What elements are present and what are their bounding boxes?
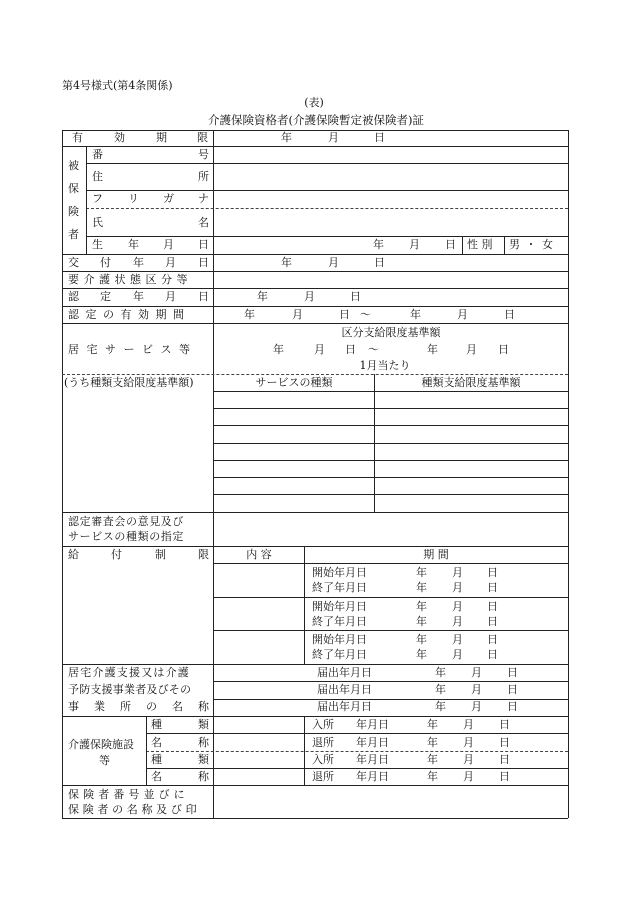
label-sex: 性 別 <box>467 238 493 251</box>
period-header: 期 間 <box>423 548 449 561</box>
label-facility-2: 等 <box>99 754 110 767</box>
content-header: 内 容 <box>246 548 272 561</box>
label-support-2: 予防支援事業者及びその <box>68 683 192 696</box>
label-insurer-1: 保 険 者 番 号 並 び に <box>68 788 185 801</box>
label-kind-limit: (うち種類支給限度基準額) <box>64 376 194 389</box>
form-title: 介護保険資格者(介護保険暫定被保険者)証 <box>208 113 424 127</box>
label-home-service: 居 宅 サ ー ビ ス 等 <box>68 343 192 356</box>
limit-amount-label: 区分支給限度基準額 <box>341 326 441 339</box>
label-care-category: 要 介 護 状 態 区 分 等 <box>68 273 188 286</box>
form-number: 第4号様式(第4条関係) <box>62 79 173 92</box>
label-insurer-2: 保 険 者 の 名 称 及 び 印 <box>68 803 197 816</box>
kind-limit-header: 種類支給限度基準額 <box>421 376 521 389</box>
label-support-1: 居宅介護支援又は介護 <box>68 666 190 679</box>
service-kind-header: サービスの種類 <box>255 376 333 389</box>
per-month-label: 1月当たり <box>359 359 411 372</box>
label-committee-1: 認定審査会の意見及び <box>68 515 184 528</box>
label-committee-2: サービスの種類の指定 <box>68 530 184 543</box>
label-facility-1: 介護保険施設 <box>68 738 134 751</box>
form-side: (表) <box>304 96 324 109</box>
sex-options: 男 ・ 女 <box>509 238 554 251</box>
label-cert-valid: 認 定 の 有 効 期 間 <box>68 308 186 321</box>
